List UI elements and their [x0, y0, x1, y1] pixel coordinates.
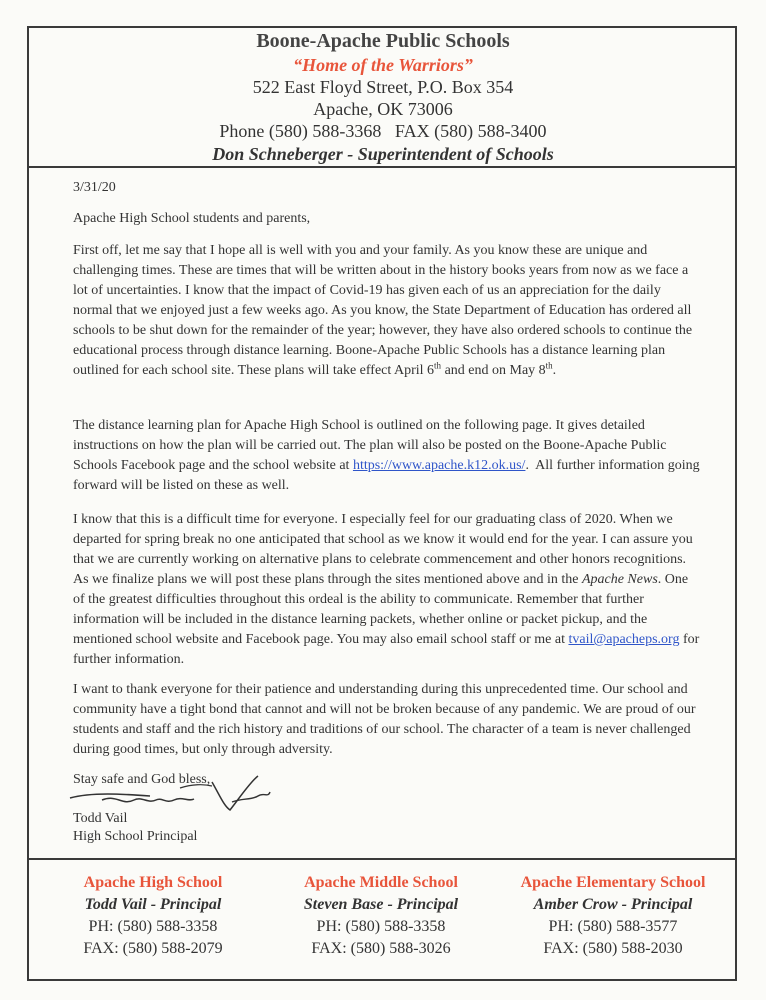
apache-news-title: Apache News	[581, 572, 658, 587]
header-divider	[29, 166, 735, 168]
footer-school-name: Apache Elementary School	[520, 874, 706, 891]
p1-text-c: .	[552, 363, 557, 378]
footer-school-name: Apache High School	[83, 874, 223, 891]
letter-closing: Stay safe and God bless,	[73, 772, 211, 787]
letterhead	[0, 28, 766, 166]
p1-superscript-2: th	[545, 360, 553, 371]
letter-paragraph-4: I want to thank everyone for their patience and understanding during this unprecedented time. Our school and community have a tight bond that cannot and will not be broken because of any pandemic. We are proud of our students and staff and the rich history and traditions of our school. The character of a team is never challenged during good times, but only through adversity.	[73, 682, 696, 757]
footer-phone: PH: (580) 588-3358	[316, 918, 446, 935]
p1-text-a: First off, let me say that I hope all is well with you and your family. As you know these are unique and challenging times. These are times that will be written about in the history books years from now as we face a lot of uncertainties. I know that the impact of Covid-19 has given each of us an appreciation for the daily normal that we enjoyed just a few weeks ago. As you know, the State Department of Education has ordered all schools to be shut down for the remainder of the year; however, they have also ordered schools to continue the educational process through distance learning. Boone-Apache Public Schools has a distance learning plan outlined for each school site. These plans will take effect April 6	[73, 243, 693, 378]
footer-fax: FAX: (580) 588-3026	[311, 940, 451, 957]
district-motto: “Home of the Warriors”	[293, 55, 473, 75]
letter-paragraph-1	[73, 241, 701, 381]
footer-principal: Steven Base - Principal	[303, 896, 459, 913]
district-name: Boone-Apache Public Schools	[256, 30, 510, 52]
footer-principal: Todd Vail - Principal	[84, 896, 222, 913]
letter-salutation: Apache High School students and parents,	[73, 211, 311, 226]
p2-text-a: The distance learning plan for Apache High School is outlined on the following page. It gives detailed instructions on how the plan will be carried out. The plan will also be posted on the Boone-Apache Public Schools Facebook page and the school website at	[73, 418, 667, 473]
p2-text-b: . All further information going forward will be listed on these as well.	[73, 458, 704, 493]
principal-email-link[interactable]: tvail@apacheps.org	[568, 632, 680, 647]
letter-paragraph-2	[73, 416, 704, 496]
p1-superscript-1: th	[434, 360, 442, 371]
footer-fax: FAX: (580) 588-2030	[543, 940, 683, 957]
footer-phone: PH: (580) 588-3358	[88, 918, 218, 935]
district-address: 522 East Floyd Street, P.O. Box 354	[252, 77, 514, 97]
footer-phone: PH: (580) 588-3577	[548, 918, 678, 935]
signatory-title: High School Principal	[73, 829, 198, 844]
letter-paragraph-3	[73, 510, 701, 670]
p3-text-b: . One of the greatest difficulties throughout this ordeal is the ability to communicate. Remember that further information will be included in the distance learning packets, whether online or packet pickup, and the mentioned school website and Facebook page. You may also email school staff or me at	[73, 572, 689, 647]
p1-text-b: and end on May 8	[441, 363, 546, 378]
p3-text-c: for further information.	[73, 632, 700, 667]
footer-principal: Amber Crow - Principal	[533, 896, 693, 913]
footer-elementary-school	[493, 872, 733, 960]
footer-middle-school	[261, 872, 501, 960]
footer-fax: FAX: (580) 588-2079	[83, 940, 223, 957]
footer-school-name: Apache Middle School	[304, 874, 458, 891]
footer-divider	[29, 858, 735, 860]
superintendent-line: Don Schneberger - Superintendent of Schools	[212, 144, 554, 164]
letter-date: 3/31/20	[73, 180, 116, 195]
district-city: Apache, OK 73006	[313, 99, 453, 119]
district-contact: Phone (580) 588-3368 FAX (580) 588-3400	[219, 121, 547, 141]
signatory-name: Todd Vail	[73, 811, 128, 826]
p3-text-a: I know that this is a difficult time for everyone. I especially feel for our graduating class of 2020. When we departed for spring break no one anticipated that school as we know it would end for the year. I can assure you that we are currently working on alternative plans to celebrate commencement and other honors recognitions. As we finalize plans we will post these plans through the sites mentioned above and in the	[73, 512, 693, 587]
school-website-link[interactable]: https://www.apache.k12.ok.us/	[352, 458, 526, 473]
footer-high-school	[33, 872, 273, 960]
